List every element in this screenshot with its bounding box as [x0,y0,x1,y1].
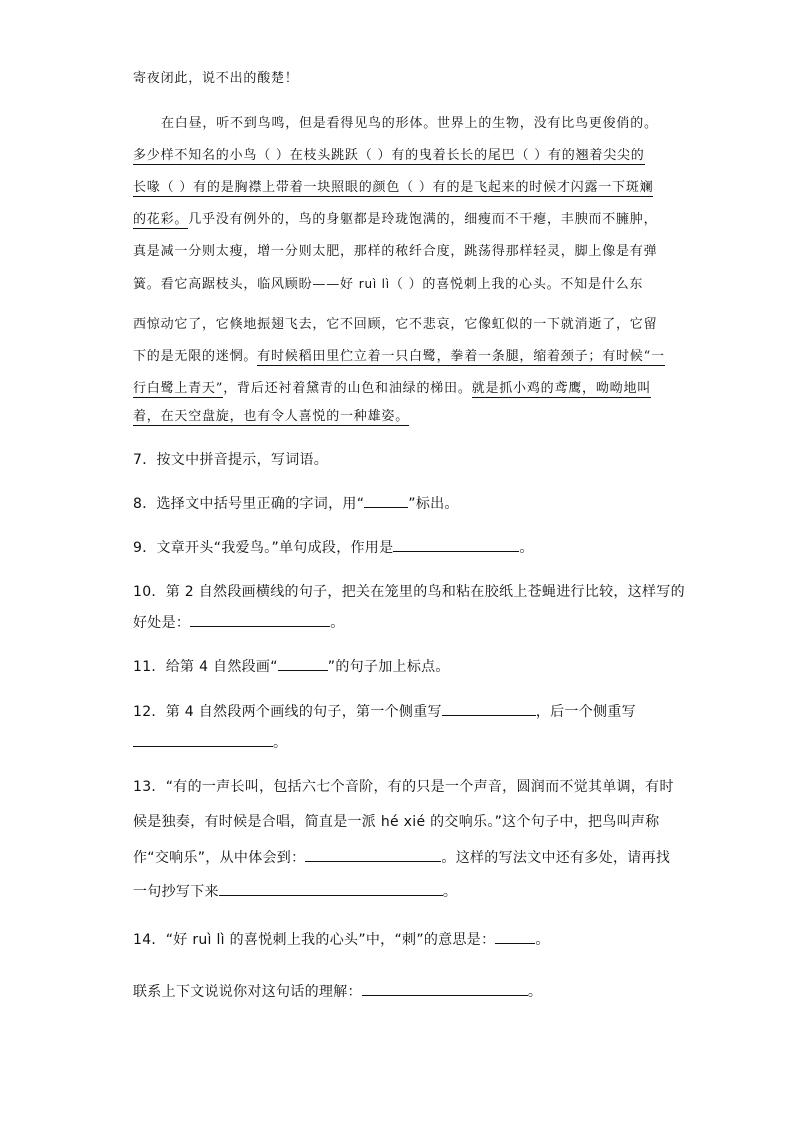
question-text: 。 [527,984,543,1000]
question-text: 14．“好 ruì lì 的喜悦刺上我的心头”中，“刺”的意思是： [133,932,496,948]
underlined-sentence: 的花彩。 [133,212,189,227]
passage-text: 簧。看它高踞枝头，临风顾盼——好 [133,277,359,292]
passage-line [133,273,643,292]
passage-line: 真是减一分则太瘦，增一分则太肥，那样的秾纤合度，跳荡得那样轻灵，脚上像是有弹 [133,244,658,259]
question-text: 8．选择文中括号里正确的字词，用“ [133,496,365,512]
passage-line: 西惊动它了，它倏地振翅飞去，它不回顾，它不悲哀，它像虹似的一下就消逝了，它留 [133,317,658,332]
question-text: 11．给第 4 自然段画“ [133,659,278,675]
passage-line [133,144,645,163]
question-text: 联系上下文说说你对这句话的理解： [133,984,362,1000]
question-text: ，后一个侧重写 [535,704,636,720]
answer-blank[interactable] [219,883,443,896]
underlined-sentence: 长喙（ ）有的是胸襟上带着一块照眼的颜色（ ）有的是飞起来的时候才闪露一下斑斓 [133,180,654,195]
question-text: 。这样的写法文中还有多处，请再找 [441,850,671,866]
question-text: ”标出。 [408,496,459,512]
question-text: 一句抄写下来 [133,884,219,900]
passage-text: 下的是无限的迷惘。 [133,349,258,364]
answer-blank[interactable] [495,931,535,944]
answer-blank[interactable] [364,495,408,508]
underlined-sentence: 行白鹭上青天” [133,381,224,396]
question-10-answer [133,612,345,632]
question-13-line2: 候是独奏，有时候是合唱，简直是一派 hé xié 的交响乐。”这个句子中，把鸟叫声称 [133,814,660,830]
question-12 [133,701,636,721]
question-text: 12．第 4 自然段两个画线的句子，第一个侧重写 [133,704,442,720]
answer-blank[interactable] [442,703,536,716]
question-text: 。 [273,735,288,751]
question-13: 13．“有的一声长叫，包括六七个音阶，有的只是一个声音，圆润而不觉其单调，有时 [133,779,674,795]
question-11 [133,656,450,676]
question-text: ”的句子加上标点。 [327,659,450,675]
underlined-sentence: 有时候稻田里伫立着一只白鹭，拳着一条腿，缩着颈子；有时候“一 [257,349,665,364]
question-14 [133,929,550,949]
answer-blank[interactable] [133,734,273,747]
question-10: 10．第 2 自然段画横线的句子，把关在笼里的鸟和粘在胶纸上苍蝇进行比较，这样写的 [133,584,685,600]
answer-blank[interactable] [305,849,441,862]
question-text: 。 [330,615,345,631]
passage-text: 几乎没有例外的，鸟的身躯都是玲珑饱满的，细瘦而不干瘪，丰腴而不臃肿， [188,212,658,227]
underlined-sentence: 就是抓小鸡的鸢鹰，呦呦地叫 [471,381,652,396]
passage-text: ，背后还衬着黛青的山色和油绿的梯田。 [223,381,472,396]
underlined-sentence: 着，在天空盘旋，也有令人喜悦的一种雄姿。 [133,409,410,424]
passage-line: 寄夜闭此，说不出的酸楚！ [133,71,299,86]
underlined-sentence: 多少样不知名的小鸟（ ）在枝头跳跃（ ）有的曳着长长的尾巴（ ）有的翘着尖尖的 [133,148,645,163]
question-8 [133,493,459,513]
passage-line [133,208,657,227]
passage-text: （ ）的喜悦刺上我的心头。不知是什么东 [389,277,644,292]
answer-blank[interactable] [278,658,328,671]
passage-line [133,176,653,195]
answer-blank[interactable] [362,983,528,996]
passage-line [133,377,651,396]
pinyin-hint: ruì lì [358,277,390,291]
question-14-followup [133,981,542,1001]
passage-line: 在白昼，听不到鸟鸣，但是看得见鸟的形体。世界上的生物，没有比鸟更俊俏的。 [161,116,658,131]
question-12-answer [133,732,287,752]
answer-blank[interactable] [393,539,519,552]
question-9 [133,537,534,557]
question-text: 作“交响乐”，从中体会到： [133,850,306,866]
question-text: 9．文章开头“我爱鸟。”单句成段，作用是 [133,540,394,556]
question-13-line4 [133,881,457,901]
question-7: 7．按文中拼音提示，写词语。 [133,452,329,468]
passage-line [133,345,665,364]
question-13-line3 [133,847,670,867]
question-text: 。 [535,932,550,948]
question-text: 好处是： [133,615,191,631]
question-text: 。 [519,540,534,556]
answer-blank[interactable] [190,614,330,627]
question-text: 。 [442,884,458,900]
passage-line [133,405,409,424]
